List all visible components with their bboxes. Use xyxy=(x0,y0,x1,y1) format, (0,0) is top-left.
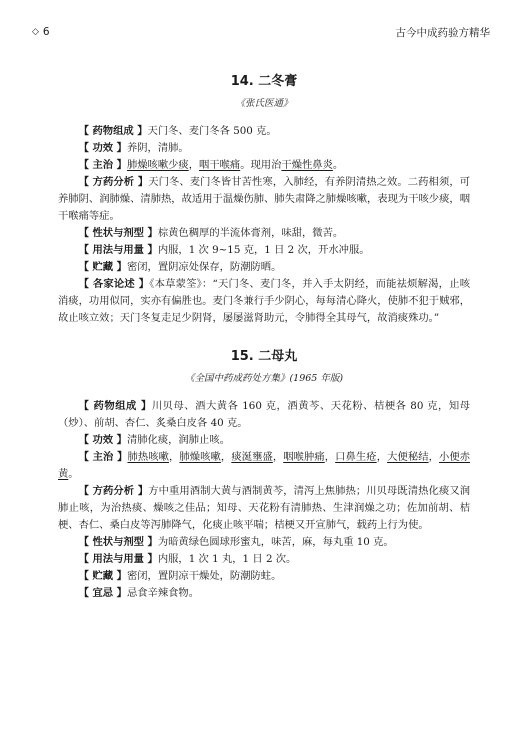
indication-term: 咽干喉痛 xyxy=(199,159,241,171)
analysis-label: 【 方药分析 】 xyxy=(78,176,149,188)
analysis-paragraph xyxy=(58,174,470,225)
book-title: 古今中成药验方精华 xyxy=(395,26,490,39)
indication-item: 痰涎壅盛 xyxy=(231,451,273,463)
diamond-icon: ◇ xyxy=(32,26,39,37)
indication-label: 【 主治 】 xyxy=(78,159,127,171)
storage-label: 【 贮藏 】 xyxy=(78,261,127,273)
efficacy-paragraph xyxy=(58,432,470,449)
usage-paragraph xyxy=(58,551,470,568)
storage-text: 密闭，置阴凉干燥处，防潮防蛀。 xyxy=(126,570,282,582)
header-left xyxy=(32,26,50,38)
notes-label: 【 各家论述 】 xyxy=(78,278,150,290)
usage-label: 【 用法与用量 】 xyxy=(78,244,158,256)
indication-term: 干燥性鼻炎 xyxy=(281,159,333,171)
contraindication-label: 【 宜忌 】 xyxy=(78,587,127,599)
notes-paragraph xyxy=(58,276,470,327)
storage-paragraph xyxy=(58,568,470,585)
usage-paragraph xyxy=(58,242,470,259)
contraindication-paragraph xyxy=(58,585,470,602)
form-text: 为暗黄绿色圆球形蜜丸，味苦，麻，每丸重 10 克。 xyxy=(157,536,394,548)
usage-text: 内服，1 次 1 丸，1 日 2 次。 xyxy=(157,553,297,565)
indication-paragraph xyxy=(58,157,470,174)
indication-end: 。 xyxy=(68,468,79,480)
analysis-paragraph xyxy=(58,483,470,534)
indication-label: 【 主治 】 xyxy=(78,451,128,463)
composition-paragraph xyxy=(58,398,470,432)
contraindication-text: 忌食辛辣食物。 xyxy=(126,587,200,599)
indication-sep: ， xyxy=(428,451,439,463)
indication-sep: ， xyxy=(220,451,232,463)
page-content xyxy=(58,70,470,602)
indication-sep: ， xyxy=(324,451,336,463)
storage-label: 【 贮藏 】 xyxy=(78,570,127,582)
efficacy-text: 清肺化痰，润肺止咳。 xyxy=(126,434,230,446)
storage-paragraph xyxy=(58,259,470,276)
efficacy-text: 养阴，清肺。 xyxy=(126,142,189,154)
indication-end: 。 xyxy=(332,159,344,171)
indication-item: 口鼻生疮 xyxy=(335,451,377,463)
section-source: 《全国中药成药处方集》(1965 年版) xyxy=(184,373,344,384)
indication-term: 肺燥咳嗽少痰 xyxy=(126,159,189,171)
notes-text: 《本草蒙筌》：“天门冬、麦门冬，并入手太阴经，而能祛烦解渴，止咳消痰，功用似同，实亦有偏胜也。麦门冬兼行手少阴心，每每清心降火，使肺不犯于贼邪，故止咳立效；天门冬复走足少阴肾，屡屡滋肾助元，令肺得全其母气，故消痰殊功。” xyxy=(58,278,470,324)
section-er-mu-wan xyxy=(58,345,470,602)
section-title: 14. 二冬膏 xyxy=(230,74,298,89)
indication-item: 咽喉肿痛 xyxy=(283,451,325,463)
section-er-dong-gao xyxy=(58,70,470,327)
form-paragraph xyxy=(58,225,470,242)
form-text: 棕黄色稠厚的半流体膏剂，味甜，微苦。 xyxy=(157,227,344,239)
usage-label: 【 用法与用量 】 xyxy=(78,553,158,565)
efficacy-label: 【 功效 】 xyxy=(78,434,127,446)
form-label: 【 性状与剂型 】 xyxy=(78,227,158,239)
usage-text: 内服，1 次 9~15 克，1 日 2 次，开水冲服。 xyxy=(157,244,370,256)
composition-text: 天门冬、麦门冬各 500 克。 xyxy=(147,125,277,137)
indication-item: 小便赤黄 xyxy=(58,451,471,480)
indication-sep: ， xyxy=(188,159,200,171)
page-header xyxy=(32,24,490,40)
efficacy-label: 【 功效 】 xyxy=(78,142,127,154)
efficacy-paragraph xyxy=(58,140,470,157)
analysis-text: 天门冬、麦门冬皆甘苦性寒，入肺经，有养阴清热之效。二药相须，可养肺阴、润肺燥、清肺热，故适用于温燥伤肺、肺失肃降之肺燥咳嗽，表现为干咳少痰，咽干喉痛等症。 xyxy=(58,176,471,222)
section-title: 15. 二母丸 xyxy=(230,349,298,364)
indication-text: 。现用治 xyxy=(240,159,282,171)
indication-item: 肺燥咳嗽 xyxy=(179,451,221,463)
indication-item: 肺热咳嗽 xyxy=(127,451,169,463)
form-label: 【 性状与剂型 】 xyxy=(78,536,158,548)
composition-paragraph xyxy=(58,123,470,140)
analysis-text: 方中重用酒制大黄与酒制黄芩，清泻上焦肺热；川贝母既清热化痰又润肺止咳，为治热痰、燥咳之佳品；知母、天花粉有清肺热、生津润燥之功；佐加前胡、桔梗、杏仁、桑白皮等泻肺降气，化痰止咳平喘；桔梗又开宣肺气，载药上行为使。 xyxy=(58,485,471,531)
analysis-label: 【 方药分析 】 xyxy=(78,485,149,497)
composition-label: 【 药物组成 】 xyxy=(78,400,152,412)
indication-paragraph xyxy=(58,449,470,483)
page-number: 6 xyxy=(42,26,50,38)
section-source: 《张氏医通》 xyxy=(235,98,293,109)
indication-item: 大便秘结 xyxy=(387,451,429,463)
indication-sep: ， xyxy=(272,451,284,463)
indication-sep: ， xyxy=(169,451,180,463)
storage-text: 密闭，置阴凉处保存，防潮防晒。 xyxy=(126,261,282,273)
form-paragraph xyxy=(58,534,470,551)
composition-label: 【 药物组成 】 xyxy=(78,125,148,137)
composition-text: 川贝母、酒大黄各 160 克，酒黄芩、天花粉、桔梗各 80 克，知母（炒）、前胡、杏仁、炙桑白皮各 40 克。 xyxy=(58,400,470,429)
indication-sep: ， xyxy=(376,451,388,463)
